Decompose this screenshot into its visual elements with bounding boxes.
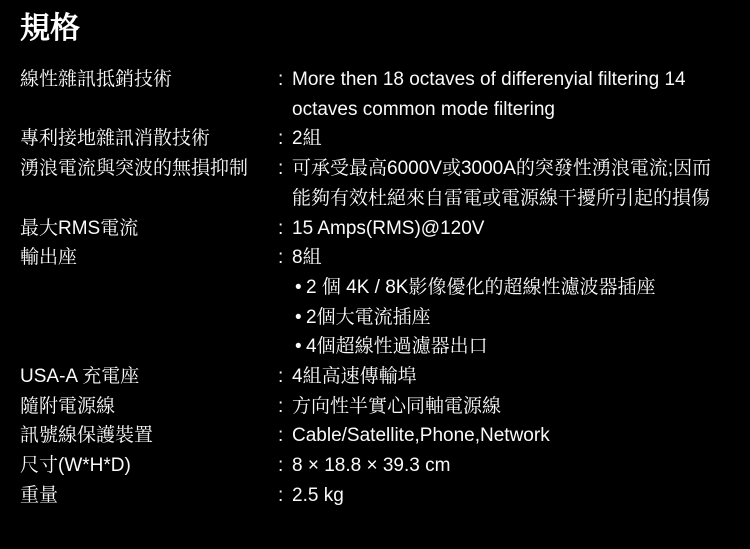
spec-row-dimensions — [20, 451, 732, 481]
spec-value-line — [278, 65, 732, 95]
colon: : — [278, 484, 284, 506]
spec-value-line — [278, 154, 732, 184]
colon: : — [278, 128, 284, 150]
spec-row-grounding-noise-dissipation — [20, 124, 732, 154]
spec-value-text: 15 Amps(RMS)@120V — [292, 217, 485, 239]
spec-row-signal-line-protection — [20, 421, 732, 451]
spec-label: 尺寸(W*H*D) — [20, 455, 131, 477]
colon: : — [278, 158, 284, 180]
bullet-icon: • — [295, 306, 302, 328]
page-title: 規格 — [20, 12, 80, 45]
bullet-text: 4個超線性過濾器出口 — [306, 336, 488, 358]
spec-label: 最大RMS電流 — [20, 217, 139, 239]
spec-row-surge-suppression — [20, 154, 732, 213]
spec-label: 訊號線保護裝置 — [20, 425, 154, 447]
colon: : — [278, 395, 284, 417]
spec-label: 專利接地雜訊消散技術 — [20, 128, 211, 150]
colon: : — [278, 366, 284, 388]
spec-value-line — [278, 481, 732, 511]
colon: : — [278, 247, 284, 269]
spec-row-max-rms-current — [20, 214, 732, 244]
spec-value — [278, 65, 732, 124]
spec-value — [278, 392, 732, 422]
spec-label: 重量 — [20, 484, 59, 506]
spec-table — [20, 65, 732, 511]
spec-value-line — [278, 214, 732, 244]
spec-value-text: 2.5 kg — [292, 484, 344, 506]
spec-value-text: 能夠有效杜絕來自雷電或電源線干擾所引起的損傷 — [292, 187, 711, 209]
spec-value-line — [278, 95, 732, 125]
bullet-item — [295, 303, 732, 333]
spec-value-line — [278, 451, 732, 481]
bullet-icon: • — [295, 336, 302, 358]
spec-value-text: Cable/Satellite,Phone,Network — [292, 425, 550, 447]
spec-row-outlets — [20, 243, 732, 362]
colon: : — [278, 69, 284, 90]
spec-value — [278, 451, 732, 481]
bullet-text: 2 個 4K / 8K影像優化的超線性濾波器插座 — [306, 276, 656, 298]
spec-value-text: 方向性半實心同軸電源線 — [292, 395, 502, 417]
spec-label: USA-A 充電座 — [20, 366, 140, 388]
spec-value-line — [278, 392, 732, 422]
spec-value-line — [278, 243, 732, 273]
spec-value — [278, 481, 732, 511]
outlet-bullet-list — [278, 273, 732, 362]
bullet-icon: • — [295, 276, 302, 298]
spec-value-text: 8 × 18.8 × 39.3 cm — [292, 455, 451, 477]
spec-value-text: octaves common mode filtering — [292, 98, 555, 120]
colon: : — [278, 217, 284, 239]
spec-row-linear-noise-cancellation — [20, 65, 732, 124]
spec-value-text: 4組高速傳輸埠 — [292, 366, 417, 388]
spec-value-text: 2組 — [292, 128, 322, 150]
spec-value-line — [278, 184, 732, 214]
spec-value-line — [278, 362, 732, 392]
spec-value-line — [278, 124, 732, 154]
spec-row-power-cord — [20, 392, 732, 422]
spec-value — [278, 124, 732, 154]
spec-label: 隨附電源線 — [20, 395, 116, 417]
spec-value-text: More then 18 octaves of differenyial filtering 14 — [292, 69, 686, 90]
spec-value — [278, 154, 732, 213]
bullet-item — [295, 332, 732, 362]
bullet-item — [295, 273, 732, 303]
colon: : — [278, 455, 284, 477]
spec-value — [278, 214, 732, 244]
spec-label: 湧浪電流與突波的無損抑制 — [20, 158, 249, 180]
bullet-text: 2個大電流插座 — [306, 306, 431, 328]
spec-value — [278, 243, 732, 362]
spec-row-usb-charging-ports — [20, 362, 732, 392]
colon: : — [278, 425, 284, 447]
spec-value — [278, 421, 732, 451]
spec-value-text: 8組 — [292, 247, 322, 269]
spec-value-text: 可承受最高6000V或3000A的突發性湧浪電流;因而 — [292, 158, 712, 180]
spec-value-line — [278, 421, 732, 451]
spec-label: 線性雜訊抵銷技術 — [20, 69, 173, 90]
spec-label: 輸出座 — [20, 247, 78, 269]
spec-value — [278, 362, 732, 392]
spec-row-weight — [20, 481, 732, 511]
